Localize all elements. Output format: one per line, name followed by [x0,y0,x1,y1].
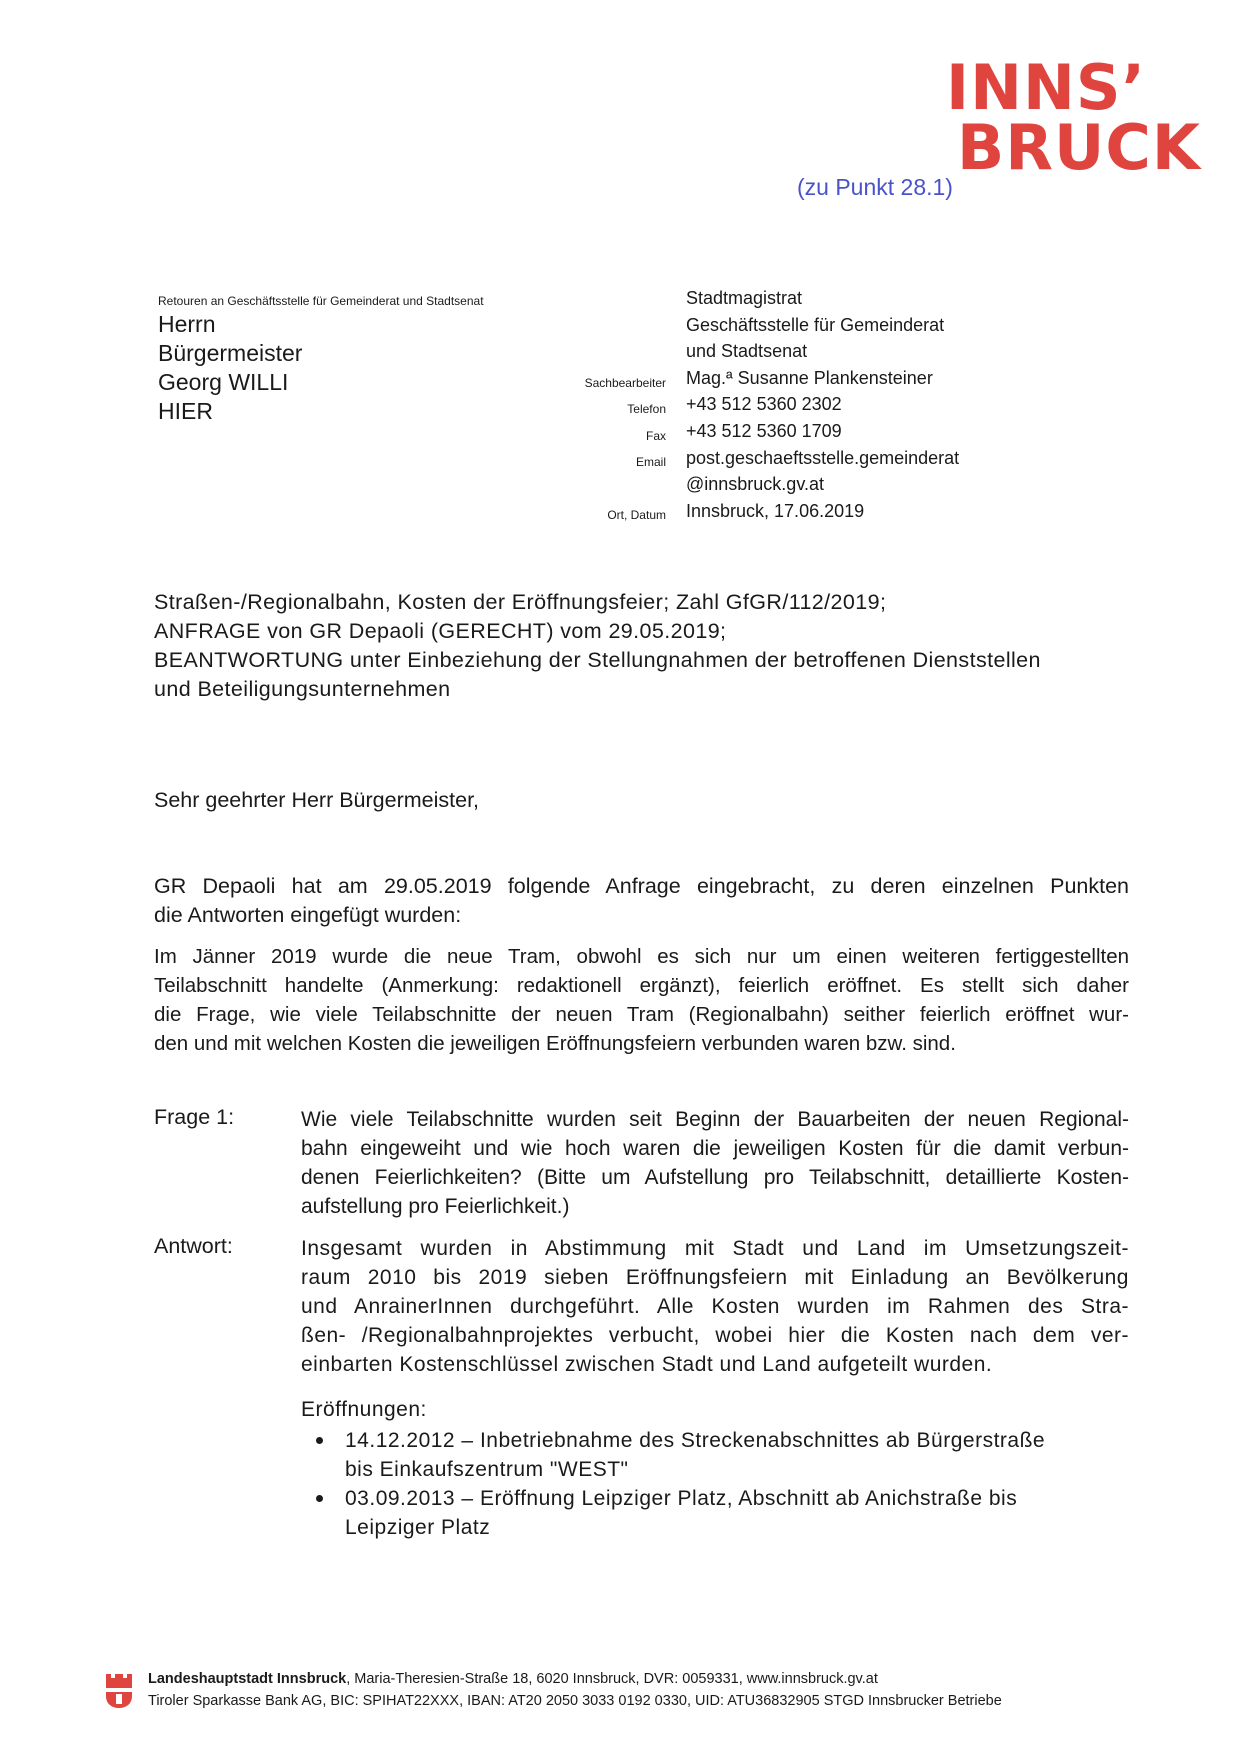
sender-email-line-1: post.geschaeftsstelle.gemeinderat [686,447,960,468]
question-line: Wie viele Teilabschnitte wurden seit Beginn der Bauarbeiten der neuen Regional- [301,1108,1129,1131]
salutation: Sehr geehrter Herr Bürgermeister, [154,788,480,812]
openings-list [316,1426,1136,1542]
request-line: die Frage, wie viele Teilabschnitte der neuen Tram (Regionalbahn) seither feierlich eröffnet wur- [154,1003,1129,1026]
intro-line: die Antworten eingefügt wurden: [154,903,462,927]
question-text [301,1105,1129,1221]
list-item-line: 03.09.2013 – Eröffnung Leipziger Platz, Abschnitt ab Anichstraße bis [345,1487,1018,1510]
sender-fax: +43 512 5360 1709 [686,420,842,441]
sender-place-date: Innsbruck, 17.06.2019 [686,500,865,521]
request-line: Im Jänner 2019 wurde die neue Tram, obwohl es sich nur um einen weiteren fertiggestellten [154,945,1129,968]
bullet-icon [316,1437,323,1444]
bullet-icon [316,1495,323,1502]
footer-text [148,1668,1002,1712]
openings-heading: Eröffnungen: [301,1398,427,1421]
logo-line-1: INNS’ [946,51,1147,124]
footer-city-name: Landeshauptstadt Innsbruck [148,1671,347,1687]
request-text [154,942,1129,1058]
request-line: Teilabschnitt handelte (Anmerkung: redaktionell ergänzt), feierlich eröffnet. Es stellt sich daher [154,974,1129,997]
label-fax: Fax [645,429,666,443]
answer-line: raum 2010 bis 2019 sieben Eröffnungsfeiern mit Einladung an Bevölkerung [301,1266,1129,1289]
recipient-line: Herrn [158,311,216,337]
answer-line: und AnrainerInnen durchgeführt. Alle Kosten wurden im Rahmen des Stra- [301,1295,1129,1318]
recipient-line: HIER [158,398,213,424]
subject-line: und Beteiligungsunternehmen [154,677,451,701]
sender-phone: +43 512 5360 2302 [686,394,842,415]
answer-text [301,1234,1129,1379]
subject-line: BEANTWORTUNG unter Einbeziehung der Stellungnahmen der betroffenen Dienststellen [154,648,1041,672]
label-phone: Telefon [627,402,666,416]
question-label: Frage 1: [154,1105,235,1129]
label-email: Email [635,455,666,469]
question-line: denen Feierlichkeiten? (Bitte um Aufstellung pro Teilabschnitt, detaillierte Kosten- [301,1166,1129,1189]
list-item-line: bis Einkaufszentrum "WEST" [345,1458,629,1481]
list-item [316,1426,1136,1484]
recipient-line: Bürgermeister [158,340,303,366]
answer-line: ßen- /Regionalbahnprojektes verbucht, wobei hier die Kosten nach dem ver- [301,1324,1129,1347]
subject-line: Straßen-/Regionalbahn, Kosten der Eröffnungsfeier; Zahl GfGR/112/2019; [154,590,887,614]
footer-address: , Maria-Theresien-Straße 18, 6020 Innsbruck, DVR: 0059331, www.innsbruck.gv.at [346,1671,878,1687]
list-item-line: Leipziger Platz [345,1516,491,1539]
subject [154,588,1134,704]
intro-paragraph [154,872,1129,930]
question-line: aufstellung pro Feierlichkeit.) [301,1195,570,1218]
sender-org-line: Geschäftsstelle für Gemeinderat [686,314,945,335]
answer-label: Antwort: [154,1234,233,1258]
recipient-line: Georg WILLI [158,369,289,395]
footer-line-1 [148,1668,1002,1690]
intro-line: GR Depaoli hat am 29.05.2019 folgende Anfrage eingebracht, zu deren einzelnen Punkten [154,874,1129,898]
recipient-address [158,310,302,426]
sender-clerk: Mag.ª Susanne Plankensteiner [686,367,933,388]
footer-line-2: Tiroler Sparkasse Bank AG, BIC: SPIHAT22XXX, IBAN: AT20 2050 3033 0192 0330, UID: ATU36832905 STGD Innsbrucker Betriebe [148,1693,1002,1709]
question-line: bahn eingeweiht und wie hoch waren die jeweiligen Kosten für die damit verbun- [301,1137,1129,1160]
sender-org-line: und Stadtsenat [686,341,808,362]
innsbruck-logo [946,51,1201,184]
request-line: den und mit welchen Kosten die jeweiligen Eröffnungsfeiern verbunden waren bzw. sind. [154,1032,956,1055]
label-place-date: Ort, Datum [607,508,666,522]
logo-line-2: BRUCK [957,111,1201,184]
city-emblem-icon [104,1672,134,1710]
list-item-line: 14.12.2012 – Inbetriebnahme des Streckenabschnittes ab Bürgerstraße [345,1429,1046,1452]
subject-line: ANFRAGE von GR Depaoli (GERECHT) vom 29.05.2019; [154,619,727,643]
sender-info [686,285,959,524]
return-address: Retouren an Geschäftsstelle für Gemeinderat und Stadtsenat [158,294,484,308]
answer-line: einbarten Kostenschlüssel zwischen Stadt und Land aufgeteilt wurden. [301,1353,993,1376]
agenda-item-reference: (zu Punkt 28.1) [797,174,953,200]
answer-line: Insgesamt wurden in Abstimmung mit Stadt und Land im Umsetzungszeit- [301,1237,1129,1260]
sender-org-line: Stadtmagistrat [686,288,803,308]
list-item [316,1484,1136,1542]
label-clerk: Sachbearbeiter [584,376,666,390]
sender-email-line-2: @innsbruck.gv.at [686,474,824,495]
